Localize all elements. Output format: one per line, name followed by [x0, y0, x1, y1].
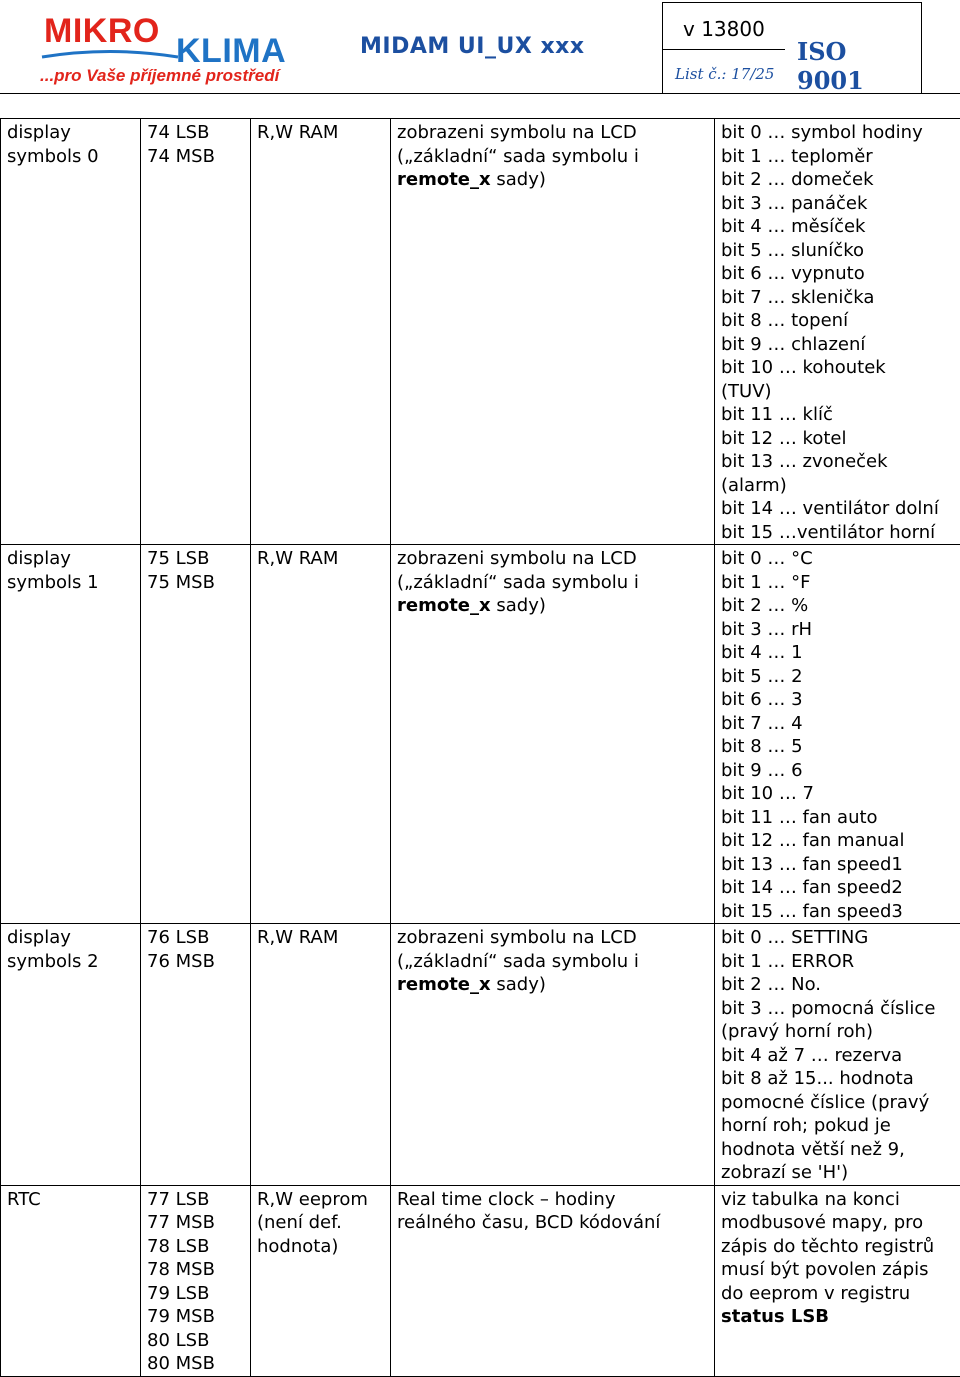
register-name: symbols 0: [7, 145, 134, 169]
bit-description: bit 3 … pomocná číslice: [721, 997, 954, 1021]
register-name: symbols 1: [7, 571, 134, 595]
remote-x-keyword: remote_x: [397, 595, 491, 616]
bit-description: bit 7 … 4: [721, 712, 954, 736]
register-access: R,W RAM: [257, 547, 384, 571]
bit-description: bit 5 … sluníčko: [721, 239, 954, 263]
bit-description: bit 2 … %: [721, 594, 954, 618]
bit-description: pomocné číslice (pravý: [721, 1091, 954, 1115]
register-address: 80 LSB: [147, 1329, 244, 1353]
company-logo: [40, 10, 340, 90]
register-bits-cell: [715, 119, 960, 545]
register-description-cell: [391, 119, 715, 545]
bit-description: bit 2 … No.: [721, 973, 954, 997]
description-line: Real time clock – hodiny: [397, 1188, 708, 1212]
bit-description: bit 10 … 7: [721, 782, 954, 806]
description-line: [397, 168, 708, 192]
register-access-cell: [251, 119, 391, 545]
table-row: [1, 1185, 960, 1376]
register-description-cell: [391, 1185, 715, 1376]
page-header: [0, 0, 960, 100]
bit-description: bit 4 … měsíček: [721, 215, 954, 239]
bit-description: bit 1 … °F: [721, 571, 954, 595]
register-name: display: [7, 547, 134, 571]
register-address: 76 LSB: [147, 926, 244, 950]
bit-description: hodnota větší než 9,: [721, 1138, 954, 1162]
register-bits-cell: [715, 545, 960, 924]
description-line: reálného času, BCD kódování: [397, 1211, 708, 1235]
register-address-cell: [141, 119, 251, 545]
description-line: zobrazeni symbolu na LCD: [397, 926, 708, 950]
bit-description: bit 0 … symbol hodiny: [721, 121, 954, 145]
register-name-cell: [1, 545, 141, 924]
document-title: MIDAM UI_UX xxx: [360, 34, 585, 59]
bit-description: bit 8 … topení: [721, 309, 954, 333]
bit-description: bit 1 … teploměr: [721, 145, 954, 169]
bit-description: bit 0 … SETTING: [721, 926, 954, 950]
bit-description: bit 1 … ERROR: [721, 950, 954, 974]
description-text: sady): [491, 974, 546, 995]
bit-description: bit 3 … panáček: [721, 192, 954, 216]
bit-description: bit 2 … domeček: [721, 168, 954, 192]
register-address: 75 MSB: [147, 571, 244, 595]
header-divider: [0, 93, 960, 94]
description-line: („základní“ sada symbolu i: [397, 950, 708, 974]
bit-description: bit 4 až 7 … rezerva: [721, 1044, 954, 1068]
table-row: [1, 545, 960, 924]
bit-description: bit 6 … vypnuto: [721, 262, 954, 286]
register-name: symbols 2: [7, 950, 134, 974]
bit-description: bit 7 … sklenička: [721, 286, 954, 310]
bit-description: (alarm): [721, 474, 954, 498]
bit-description: bit 10 … kohoutek: [721, 356, 954, 380]
bit-description: bit 11 … klíč: [721, 403, 954, 427]
bit-description: (pravý horní roh): [721, 1020, 954, 1044]
register-address: 75 LSB: [147, 547, 244, 571]
register-address: 79 MSB: [147, 1305, 244, 1329]
register-bits-cell: [715, 924, 960, 1186]
register-address: 78 LSB: [147, 1235, 244, 1259]
logo-tagline: ...pro Vaše příjemné prostředí: [40, 66, 279, 86]
register-name-cell: [1, 924, 141, 1186]
bit-description: bit 8 … 5: [721, 735, 954, 759]
register-address: 77 LSB: [147, 1188, 244, 1212]
status-lsb-reference: status LSB: [721, 1305, 954, 1329]
register-address: 74 MSB: [147, 145, 244, 169]
description-text: sady): [491, 169, 546, 190]
register-name: display: [7, 926, 134, 950]
description-line: („základní“ sada symbolu i: [397, 571, 708, 595]
bit-description: bit 15 … fan speed3: [721, 900, 954, 924]
bit-description: musí být povolen zápis: [721, 1258, 954, 1282]
bit-description: zápis do těchto registrů: [721, 1235, 954, 1259]
bit-description: bit 9 … chlazení: [721, 333, 954, 357]
register-address: 78 MSB: [147, 1258, 244, 1282]
register-access-cell: [251, 1185, 391, 1376]
description-line: [397, 594, 708, 618]
register-bits-cell: [715, 1185, 960, 1376]
description-text: sady): [491, 595, 546, 616]
bit-description: viz tabulka na konci: [721, 1188, 954, 1212]
page-number: List č.: 17/25: [675, 65, 774, 83]
bit-description: bit 12 … kotel: [721, 427, 954, 451]
bit-description: bit 14 … ventilátor dolní: [721, 497, 954, 521]
register-address-cell: [141, 545, 251, 924]
table-row: [1, 119, 960, 545]
bit-description: bit 8 až 15... hodnota: [721, 1067, 954, 1091]
register-access-cell: [251, 924, 391, 1186]
register-address-cell: [141, 1185, 251, 1376]
iso-label: ISO 9001: [797, 37, 921, 95]
bit-description: modbusové mapy, pro: [721, 1211, 954, 1235]
bit-description: bit 15 …ventilátor horní: [721, 521, 954, 545]
register-address: 80 MSB: [147, 1352, 244, 1376]
register-name-cell: [1, 119, 141, 545]
table-row: [1, 924, 960, 1186]
bit-description: bit 5 … 2: [721, 665, 954, 689]
register-address-cell: [141, 924, 251, 1186]
logo-mikro: MIKRO: [44, 14, 160, 48]
register-address: 77 MSB: [147, 1211, 244, 1235]
register-access: (není def.: [257, 1211, 384, 1235]
meta-divider: [663, 49, 785, 50]
bit-description: horní roh; pokud je: [721, 1114, 954, 1138]
register-access: hodnota): [257, 1235, 384, 1259]
bit-description: bit 9 … 6: [721, 759, 954, 783]
register-access: R,W RAM: [257, 926, 384, 950]
bit-description: bit 4 … 1: [721, 641, 954, 665]
bit-description: bit 13 … zvoneček: [721, 450, 954, 474]
description-line: („základní“ sada symbolu i: [397, 145, 708, 169]
bit-description: (TUV): [721, 380, 954, 404]
logo-swoosh-icon: [40, 48, 180, 60]
bit-description: bit 6 … 3: [721, 688, 954, 712]
register-table: [0, 118, 960, 1377]
register-description-cell: [391, 924, 715, 1186]
description-line: zobrazeni symbolu na LCD: [397, 547, 708, 571]
register-address: 76 MSB: [147, 950, 244, 974]
bit-description: zobrazí se 'H'): [721, 1161, 954, 1185]
register-access: R,W RAM: [257, 121, 384, 145]
register-access-cell: [251, 545, 391, 924]
bit-description: bit 0 … °C: [721, 547, 954, 571]
document-meta-box: [662, 2, 922, 94]
bit-description: bit 12 … fan manual: [721, 829, 954, 853]
document-version: v 13800: [683, 17, 765, 41]
remote-x-keyword: remote_x: [397, 974, 491, 995]
bit-description: bit 13 … fan speed1: [721, 853, 954, 877]
register-name-cell: [1, 1185, 141, 1376]
remote-x-keyword: remote_x: [397, 169, 491, 190]
register-name: display: [7, 121, 134, 145]
bit-description: do eeprom v registru: [721, 1282, 954, 1306]
register-name: RTC: [7, 1188, 134, 1212]
bit-description: bit 14 … fan speed2: [721, 876, 954, 900]
bit-description: bit 11 … fan auto: [721, 806, 954, 830]
register-address: 79 LSB: [147, 1282, 244, 1306]
bit-description: bit 3 … rH: [721, 618, 954, 642]
register-description-cell: [391, 545, 715, 924]
description-line: [397, 973, 708, 997]
register-access: R,W eeprom: [257, 1188, 384, 1212]
register-address: 74 LSB: [147, 121, 244, 145]
description-line: zobrazeni symbolu na LCD: [397, 121, 708, 145]
logo-klima: KLIMA: [176, 34, 286, 68]
